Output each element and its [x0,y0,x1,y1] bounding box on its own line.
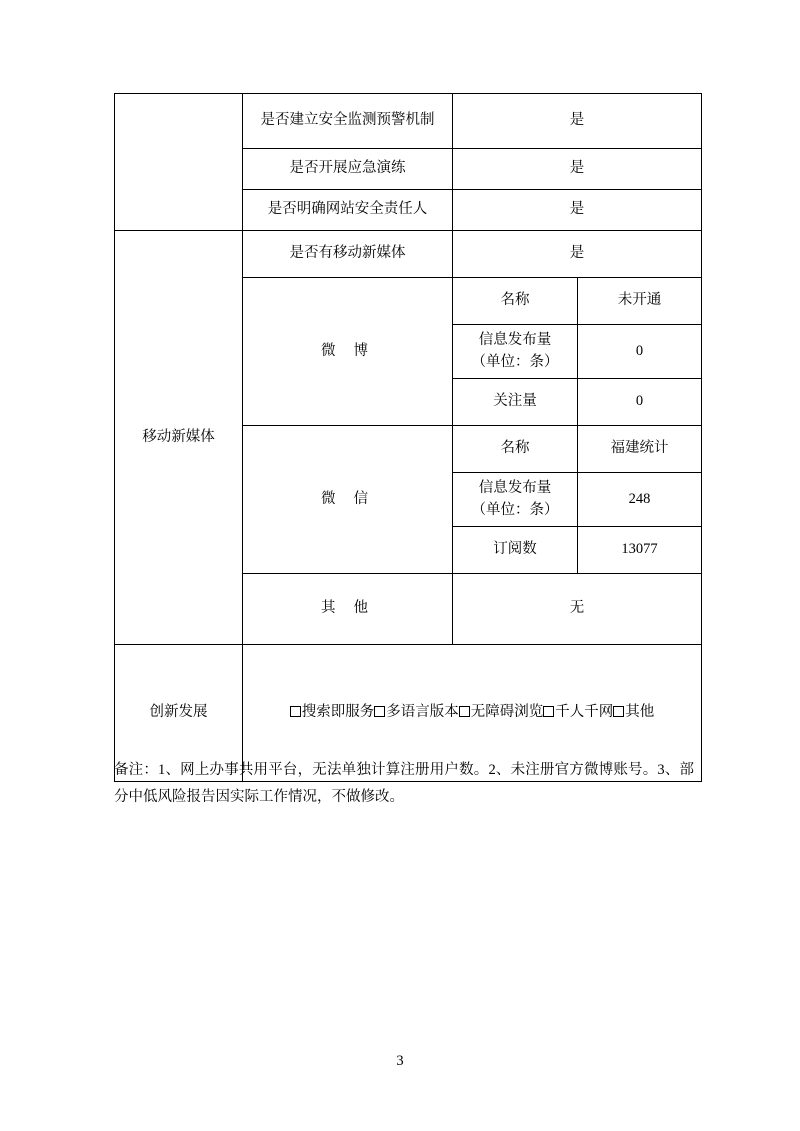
weixin-publish-label [453,473,578,527]
weibo-publish-label-line2: （单位：条） [471,353,559,370]
weibo-name-label: 名称 [453,278,578,325]
security-warning-label: 是否建立安全监测预警机制 [243,94,453,149]
weixin-label: 微 信 [243,426,453,574]
weixin-name-label: 名称 [453,426,578,473]
weibo-follow-label: 关注量 [453,379,578,426]
weibo-name-value: 未开通 [578,278,702,325]
innovation-option-2[interactable] [374,704,459,720]
innovation-option-label: 多语言版本 [386,704,459,721]
table-row [115,94,702,149]
emergency-drill-label: 是否开展应急演练 [243,149,453,190]
other-media-value: 无 [453,574,702,645]
weixin-subscribe-label: 订阅数 [453,527,578,574]
security-owner-label: 是否明确网站安全责任人 [243,190,453,231]
security-owner-value: 是 [453,190,702,231]
innovation-option-label: 无障碍浏览 [470,704,544,721]
checkbox-icon[interactable] [290,706,301,717]
mobile-media-group-label: 移动新媒体 [115,231,243,645]
innovation-option-label: 其他 [625,704,655,721]
weibo-publish-value: 0 [578,325,702,379]
emergency-drill-value: 是 [453,149,702,190]
innovation-option-5[interactable] [613,704,654,720]
checkbox-icon[interactable] [613,706,624,717]
innovation-checkbox-group [249,701,695,724]
innovation-option-1[interactable] [290,704,375,720]
page-number: 3 [396,1053,404,1069]
security-warning-value: 是 [453,94,702,149]
table-row [115,231,702,278]
weibo-publish-label [453,325,578,379]
weibo-label: 微 博 [243,278,453,426]
innovation-option-label: 千人千网 [555,704,614,721]
weixin-subscribe-value: 13077 [578,527,702,574]
innovation-option-label: 搜索即服务 [301,704,375,721]
weibo-publish-label-line1: 信息发布量 [478,331,552,348]
weixin-name-value: 福建统计 [578,426,702,473]
checkbox-icon[interactable] [374,706,385,717]
weibo-follow-value: 0 [578,379,702,426]
other-media-label: 其 他 [243,574,453,645]
innovation-option-4[interactable] [543,704,613,720]
weixin-publish-label-line1: 信息发布量 [478,479,552,496]
innovation-option-3[interactable] [459,704,544,720]
has-mobile-media-value: 是 [453,231,702,278]
innovation-label: 创新发展 [115,645,243,782]
remark-text: 备注：1、网上办事共用平台，无法单独计算注册用户数。2、未注册官方微博账号。3、部分中低风险报告因实际工作情况，不做修改。 [114,762,694,805]
has-mobile-media-label: 是否有移动新媒体 [243,231,453,278]
empty-group-cell [115,94,243,231]
report-table [114,93,702,782]
weixin-publish-label-line2: （单位：条） [471,501,559,518]
checkbox-icon[interactable] [459,706,470,717]
checkbox-icon[interactable] [543,706,554,717]
weixin-publish-value: 248 [578,473,702,527]
